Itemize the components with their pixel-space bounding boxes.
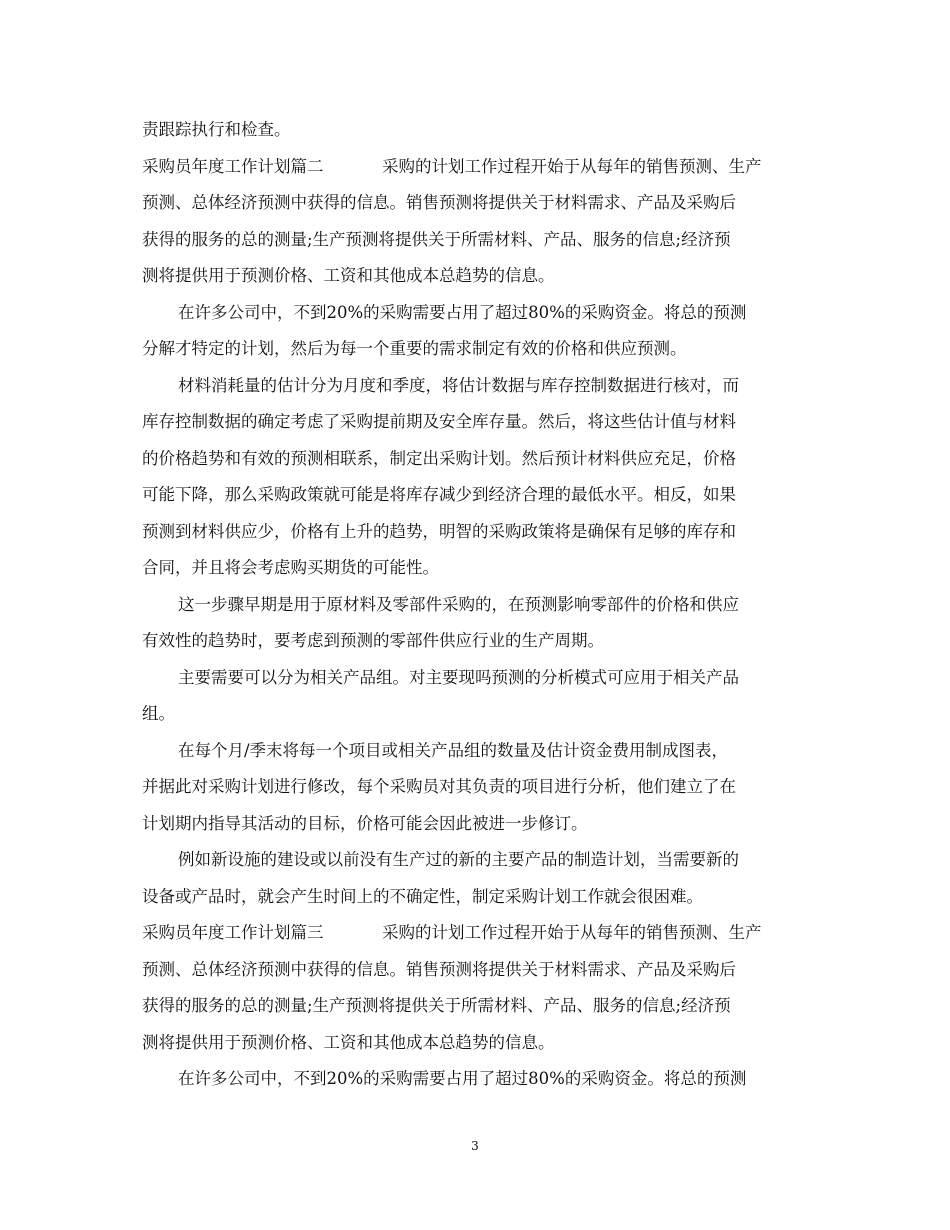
text-line: 预测、总体经济预测中获得的信息。销售预测将提供关于材料需求、产品及采购后: [142, 959, 736, 979]
paragraph-first-line: 这一步骤早期是用于原材料及零部件采购的，在预测影响零部件的价格和供应: [178, 594, 739, 614]
text-line: 组。: [142, 704, 175, 723]
paragraph-first-line: 在许多公司中，不到20%的采购需要占用了超过80%的采购资金。将总的预测: [178, 302, 747, 322]
document-body: [142, 112, 812, 1098]
text-line: 责跟踪执行和检查。: [142, 120, 291, 139]
text-line: 库存控制数据的确定考虑了采购提前期及安全库存量。然后，将这些估计值与材料: [142, 412, 736, 431]
text-line: 采购的计划工作过程开始于从每年的销售预测、生产: [382, 923, 762, 942]
text-line: 合同，并且将会考虑购买期货的可能性。: [142, 558, 439, 577]
page-number: 3: [471, 1139, 479, 1153]
text-line: 预测到材料供应少，价格有上升的趋势，明智的采购政策将是确保有足够的库存和: [142, 521, 736, 541]
text-line: 测将提供用于预测价格、工资和其他成本总趋势的信息。: [142, 266, 555, 285]
text-line: 可能下降，那么采购政策就可能是将库存减少到经济合理的最低水平。相反，如果: [142, 485, 736, 504]
text-line: 设备或产品时，就会产生时间上的不确定性，制定采购计划工作就会很困难。: [142, 886, 703, 906]
text-line: 并据此对采购计划进行修改，每个采购员对其负责的项目进行分析，他们建立了在: [142, 777, 736, 796]
paragraph-first-line: 材料消耗量的估计分为月度和季度，将估计数据与库存控制数据进行核对，而: [178, 375, 739, 395]
paragraph-first-line: 例如新设施的建设或以前没有生产过的新的主要产品的制造计划，当需要新的: [178, 850, 739, 869]
text-line: 获得的服务的总的测量;生产预测将提供关于所需材料、产品、服务的信息;经济预: [142, 996, 731, 1015]
text-line: 获得的服务的总的测量;生产预测将提供关于所需材料、产品、服务的信息;经济预: [142, 229, 731, 249]
text-line: 预测、总体经济预测中获得的信息。销售预测将提供关于材料需求、产品及采购后: [142, 193, 736, 212]
paragraph-first-line: 在每个月/季末将每一个项目或相关产品组的数量及估计资金费用制成图表，: [178, 740, 729, 760]
text-line: 的价格趋势和有效的预测相联系，制定出采购计划。然后预计材料供应充足，价格: [142, 448, 736, 468]
paragraph-first-line: 主要需要可以分为相关产品组。对主要现吗预测的分析模式可应用于相关产品: [178, 667, 739, 687]
section-title: 采购员年度工作计划篇二: [142, 156, 324, 176]
text-line: 计划期内指导其活动的目标，价格可能会因此被进一步修订。: [142, 813, 588, 833]
paragraph-first-line: 在许多公司中，不到20%的采购需要占用了超过80%的采购资金。将总的预测: [178, 1069, 747, 1088]
section-title: 采购员年度工作计划篇三: [142, 923, 324, 942]
text-line: 分解才特定的计划，然后为每一个重要的需求制定有效的价格和供应预测。: [142, 339, 687, 358]
text-line: 有效性的趋势时，要考虑到预测的零部件供应行业的生产周期。: [142, 631, 604, 650]
section-heading-line: [142, 149, 812, 186]
text-line: 采购的计划工作过程开始于从每年的销售预测、生产: [382, 156, 762, 176]
text-line: 测将提供用于预测价格、工资和其他成本总趋势的信息。: [142, 1032, 555, 1052]
section-heading-line: [142, 915, 812, 952]
